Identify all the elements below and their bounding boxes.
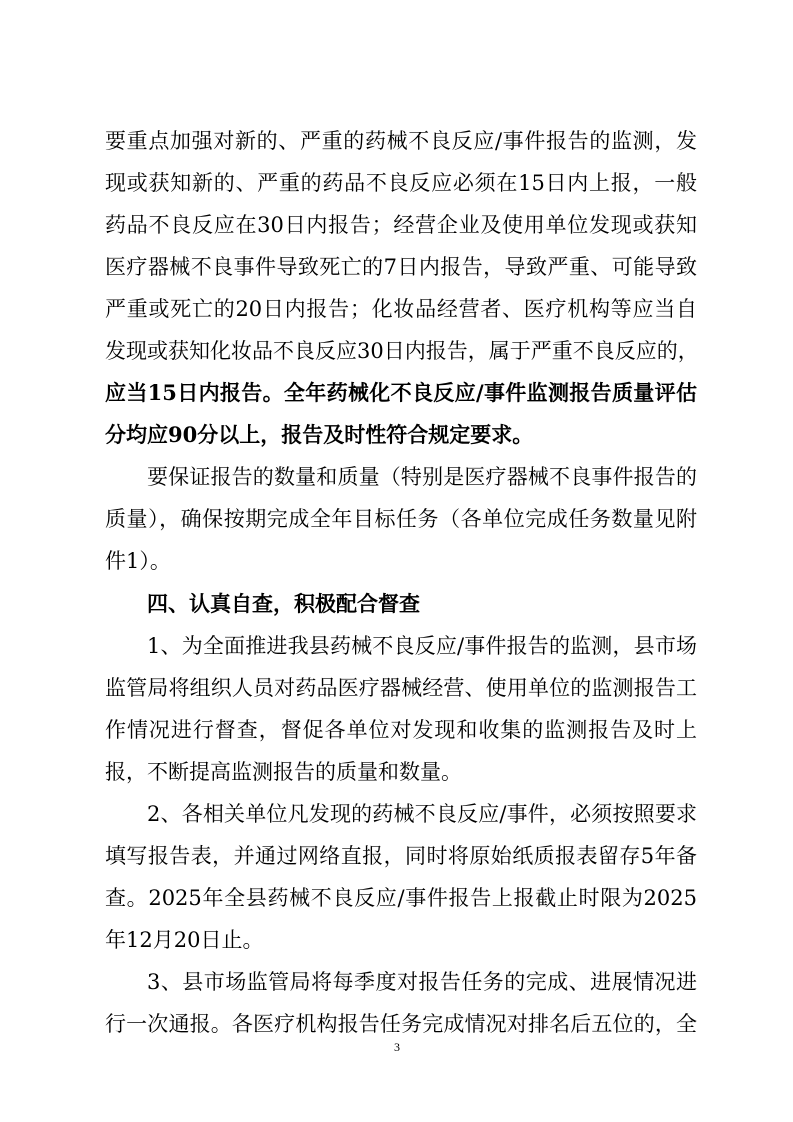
text-line: 药品不良反应在30日内报告；经营企业及使用单位发现或获知 (105, 213, 697, 237)
text-line: 3、县市场监管局将每季度对报告任务的完成、进展情况进 (147, 970, 697, 994)
text-line: 报，不断提高监测报告的质量和数量。 (105, 760, 462, 784)
text-line: 件1）。 (105, 549, 171, 573)
text-line: 2、各相关单位凡发现的药械不良反应/事件，必须按照要求 (147, 802, 697, 826)
text-line: 分均应90分以上，报告及时性符合规定要求。 (105, 422, 534, 447)
text-line: 质量），确保按期完成全年目标任务（各单位完成任务数量见附 (105, 507, 697, 531)
text-line: 填写报告表，并通过网络直报，同时将原始纸质报表留存5年备 (105, 844, 697, 868)
text-line: 发现或获知化妆品不良反应30日内报告，属于严重不良反应的， (105, 339, 699, 363)
page-number: 3 (394, 1040, 400, 1054)
text-line: 行一次通报。各医疗机构报告任务完成情况对排名后五位的，全 (105, 1012, 697, 1036)
text-line: 应当15日内报告。全年药械化不良反应/事件监测报告质量评估 (105, 380, 697, 405)
text-line: 要保证报告的数量和质量（特别是医疗器械不良事件报告的 (147, 465, 697, 489)
text-line: 年12月20日止。 (105, 928, 264, 952)
text-line: 要重点加强对新的、严重的药械不良反应/事件报告的监测，发 (105, 129, 697, 153)
text-line: 严重或死亡的20日内报告；化妆品经营者、医疗机构等应当自 (105, 297, 697, 321)
text-line: 监管局将组织人员对药品医疗器械经营、使用单位的监测报告工 (105, 676, 697, 700)
text-line: 医疗器械不良事件导致死亡的7日内报告，导致严重、可能导致 (105, 255, 697, 279)
text-line: 1、为全面推进我县药械不良反应/事件报告的监测，县市场 (147, 634, 697, 658)
text-line: 作情况进行督查，督促各单位对发现和收集的监测报告及时上 (105, 718, 697, 742)
section-heading: 四、认真自查，积极配合督查 (147, 592, 420, 616)
text-line: 查。2025年全县药械不良反应/事件报告上报截止时限为2025 (105, 886, 697, 910)
text-line: 现或获知新的、严重的药品不良反应必须在15日内上报，一般 (105, 171, 697, 195)
